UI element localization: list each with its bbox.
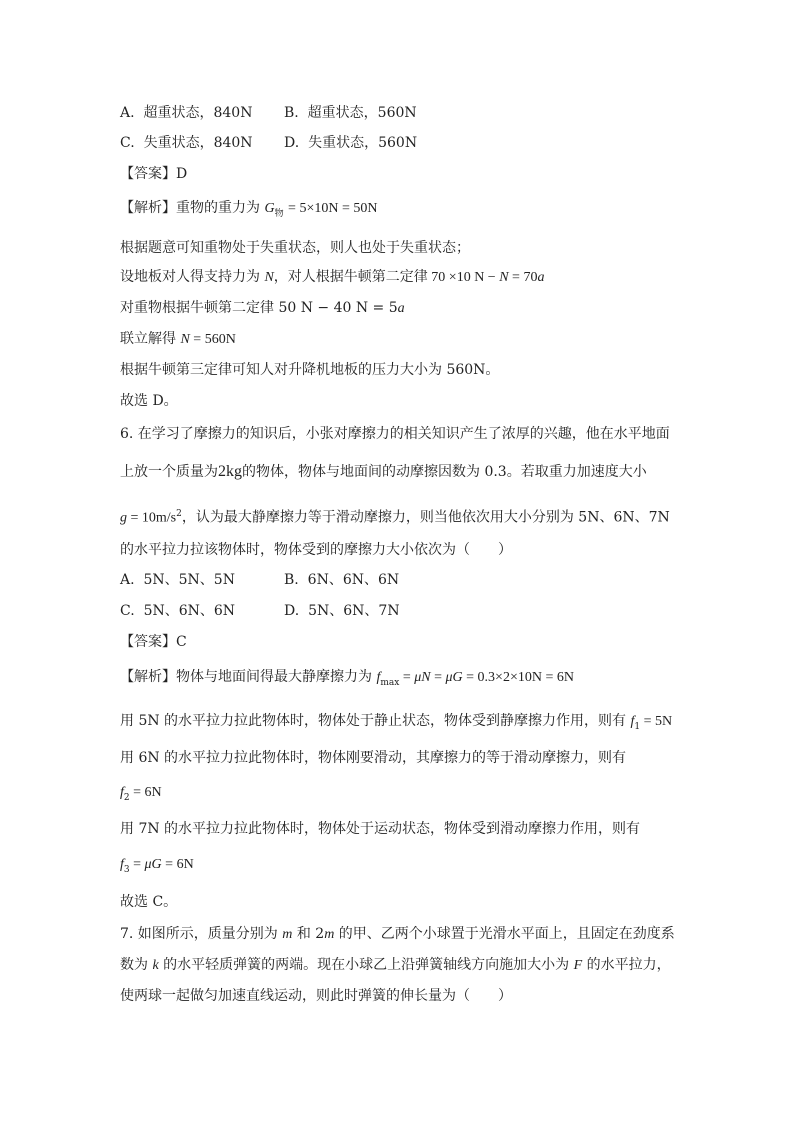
- q6-analysis-line-3: 用 6N 的水平拉力拉此物体时，物体刚要滑动，其摩擦力的等于滑动摩擦力，则有: [120, 750, 627, 766]
- q7-stem-line-2: 数为 k 的水平轻质弹簧的两端。现在小球乙上沿弹簧轴线方向施加大小为 F 的水平拉力，: [120, 957, 671, 973]
- q7-stem-line-1: 7. 如图所示，质量分别为 m 和 2m 的甲、乙两个小球置于光滑水平面上，且固定在劲度系: [120, 926, 675, 942]
- q5-analysis-line-6: 根据牛顿第三定律可知人对升降机地板的压力大小为 560N。: [120, 362, 500, 378]
- q5-analysis-line-5: 联立解得 N = 560N: [120, 331, 236, 347]
- q5-option-a: A. 超重状态，840N: [120, 105, 253, 121]
- q6-option-a: A. 5N、5N、5N: [120, 572, 235, 588]
- q7-stem-line-3: 使两球一起做匀加速直线运动，则此时弹簧的伸长量为（ ）: [120, 988, 512, 1004]
- q6-analysis-line-6: $f_3 = \mu G = 6N$: [120, 857, 194, 875]
- q6-analysis-line-4: $f_2 = 6N$: [120, 785, 162, 803]
- q6-stem-line-1: 6. 在学习了摩擦力的知识后，小张对摩擦力的相关知识产生了浓厚的兴趣，他在水平地面: [120, 426, 670, 442]
- q5-analysis-line-3: 设地板对人得支持力为 N，对人根据牛顿第二定律 70 ×10 N − N = 70a: [120, 269, 545, 285]
- q6-analysis-line-5: 用 7N 的水平拉力拉此物体时，物体处于运动状态，物体受到滑动摩擦力作用，则有: [120, 821, 641, 837]
- q6-option-d: D. 5N、6N、7N: [284, 603, 400, 619]
- q6-stem-line-3: $g = 10m/s^2$，认为最大静摩擦力等于滑动摩擦力，则当他依次用大小分别为 5N、6N、7N: [120, 509, 670, 526]
- q5-analysis-line-1: 【解析】重物的重力为 $G_物 = 5\times 10N = 50N$: [120, 200, 378, 219]
- q6-option-c: C. 5N、6N、6N: [120, 603, 236, 619]
- q5-answer: 【答案】D: [120, 166, 188, 182]
- q5-option-d: D. 失重状态，560N: [284, 135, 418, 151]
- q6-stem-line-4: 的水平拉力拉该物体时，物体受到的摩擦力大小依次为（ ）: [120, 542, 512, 558]
- q5-option-c: C. 失重状态，840N: [120, 135, 253, 151]
- q5-option-b: B. 超重状态，560N: [284, 105, 417, 121]
- q5-analysis-line-4: 对重物根据牛顿第二定律 50 N − 40 N = 5a: [120, 300, 405, 316]
- q6-analysis-line-7: 故选 C。: [120, 894, 178, 910]
- q5-analysis-line-2: 根据题意可知重物处于失重状态，则人也处于失重状态；: [120, 240, 470, 256]
- q6-analysis-line-2: 用 5N 的水平拉力拉此物体时，物体处于静止状态，物体受到静摩擦力作用，则有 $f_1 = 5N$: [120, 713, 673, 732]
- q5-analysis-line-7: 故选 D。: [120, 393, 178, 409]
- q6-option-b: B. 6N、6N、6N: [284, 572, 400, 588]
- q6-stem-line-2: 上放一个质量为2kg的物体，物体与地面间的动摩擦因数为 0.3。若取重力加速度大小: [120, 463, 647, 480]
- q6-analysis-line-1: 【解析】物体与地面间得最大静摩擦力为 $f_{max} = \mu N = \mu G = 0.3\times 2\times 10N = 6N$: [120, 669, 574, 688]
- q6-answer: 【答案】C: [120, 634, 187, 650]
